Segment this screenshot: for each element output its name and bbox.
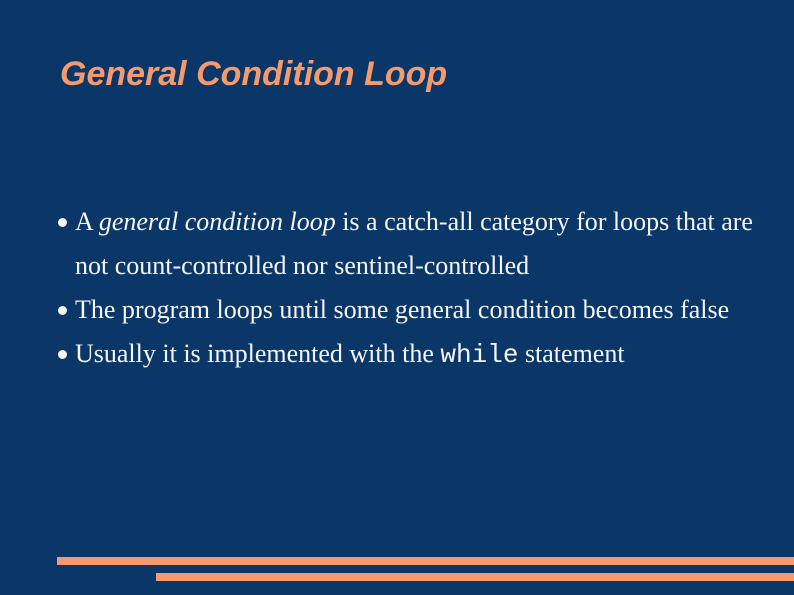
bullet-dot-icon — [58, 350, 67, 359]
bullet-dot-icon — [58, 218, 67, 227]
accent-bar-top — [57, 557, 794, 565]
bullet-text-post: is a catch-all category for loops that are not count-controlled nor sentinel-controlled — [75, 207, 753, 280]
bullet-text-pre: Usually it is implemented with the — [75, 339, 441, 368]
bullet-item — [55, 332, 755, 377]
code-keyword: while — [440, 340, 519, 370]
accent-bar-bottom — [156, 573, 794, 581]
bullet-text: The program loops until some general condition becomes false — [75, 295, 730, 324]
bullet-text-pre: A — [75, 207, 99, 236]
bullet-item — [55, 200, 755, 288]
bullet-item — [55, 288, 755, 332]
bullet-text-post: statement — [518, 339, 625, 368]
bullet-term: general condition loop — [98, 207, 336, 236]
slide-title: General Condition Loop — [60, 55, 448, 93]
bullet-dot-icon — [58, 306, 67, 315]
bullet-list — [55, 200, 755, 377]
